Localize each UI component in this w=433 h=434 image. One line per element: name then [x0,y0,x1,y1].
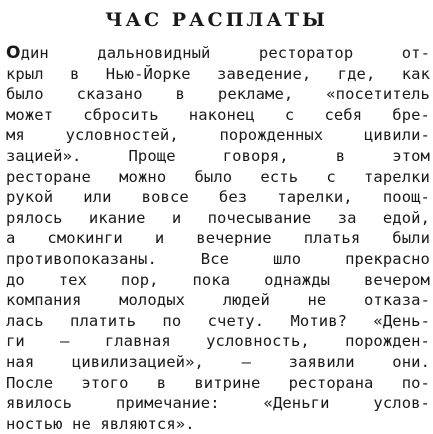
lead-letter: О [6,43,21,63]
text-line: до тех пор, пока однажды вечером [6,270,430,289]
text-line: зацией». Проще говоря, в этом [6,146,430,165]
text-line: а смокинги и вечерние платья были [6,229,430,248]
text-line: ги — главная условность, порожден- [6,332,430,351]
text-line: ностью не являются». [6,414,195,433]
text-line: противопоказаны. Все шло прекрасно [6,249,430,268]
text-line [6,43,430,64]
text-line: лась платить по счету. Мотив? «День- [6,311,430,330]
text-line: крыл в Нью-Йорке заведение, где, как [6,64,430,83]
text-line: рялось икание и почесывание за едой, [6,208,430,227]
text-line: ресторане можно было есть с тарелки [6,167,430,186]
text-line: ная цивилизацией», — заявили они. [6,352,430,371]
text-line: было сказано в рекламе, «посетитель [6,85,430,104]
text-line: мя условностей, порожденных цивили- [6,126,430,145]
text-line: компания молодых людей не отказа- [6,291,430,310]
text-line: явилось примечание: «Деньги услов- [6,394,430,413]
text-line-content: дин дальновидный ресторатор от- [20,44,430,62]
article-title: ЧАС РАСПЛАТЫ [105,9,328,31]
text-line: рукой или вовсе без тарелки, поощ- [6,188,430,207]
article-body [6,43,430,434]
text-line: может сбросить наконец с себя бре- [6,105,430,124]
text-line: После этого в витрине ресторана по- [6,373,430,392]
